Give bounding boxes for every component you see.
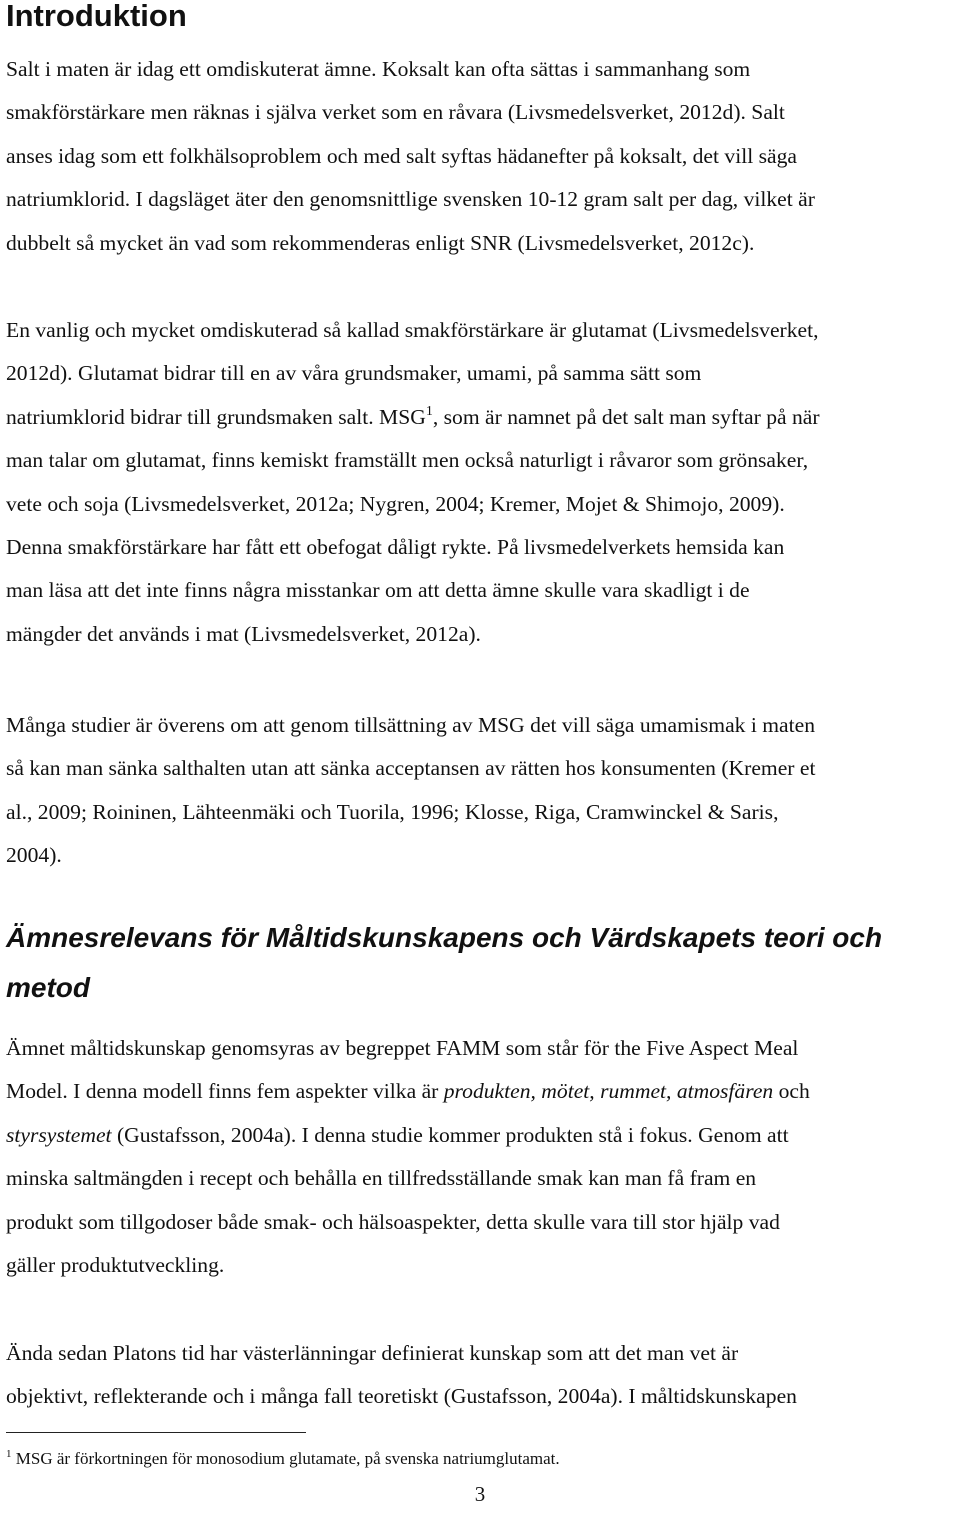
intro-paragraph-3: [6, 704, 815, 878]
italic-terms: produkten, mötet, rummet, atmosfären: [443, 1079, 774, 1104]
text-line: Denna smakförstärkare har fått ett obefogat dåligt rykte. På livsmedelverkets hemsida kan: [6, 535, 785, 560]
page-number: 3: [474, 1482, 486, 1506]
text-line: anses idag som ett folkhälsoproblem och med salt syftas hädanefter på koksalt, det vill säga: [6, 143, 797, 168]
text-line: vete och soja (Livsmedelsverket, 2012a; Nygren, 2004; Kremer, Mojet & Shimojo, 2009).: [6, 491, 785, 516]
footnote-reference[interactable]: 1: [425, 403, 433, 419]
text-line: Model. I denna modell finns fem aspekter vilka är: [6, 1079, 444, 1104]
heading-line: metod: [6, 972, 90, 1003]
text-line: man talar om glutamat, finns kemiskt framställt men också naturligt i råvaror som grönsaker,: [6, 448, 809, 473]
text-line: och: [773, 1079, 810, 1104]
relevance-paragraph-2: [6, 1332, 797, 1419]
text-line: 2004).: [6, 843, 62, 868]
heading-introduction: Introduktion: [6, 0, 187, 33]
text-line: , som är namnet på det salt man syftar på när: [432, 404, 820, 429]
footnote-separator: [6, 1432, 306, 1433]
relevance-paragraph-1: [6, 1027, 810, 1287]
text-line: dubbelt så mycket än vad som rekommenderas enligt SNR (Livsmedelsverket, 2012c).: [6, 230, 755, 255]
text-line: al., 2009; Roininen, Lähteenmäki och Tuorila, 1996; Klosse, Riga, Cramwinckel & Saris,: [6, 799, 779, 824]
text-line: Salt i maten är idag ett omdiskuterat ämne. Koksalt kan ofta sättas i sammanhang som: [6, 57, 751, 81]
text-line: objektivt, reflekterande och i många fall teoretiskt (Gustafsson, 2004a). I måltidskunskapen: [6, 1384, 797, 1409]
text-line: En vanlig och mycket omdiskuterad så kallad smakförstärkare är glutamat (Livsmedelsverket,: [6, 318, 819, 342]
footnote: [6, 1448, 560, 1470]
text-line: smakförstärkare men räknas i själva verket som en råvara (Livsmedelsverket, 2012d). Salt: [6, 100, 785, 125]
italic-term: styrsystemet: [6, 1122, 112, 1147]
text-line: så kan man sänka salthalten utan att sänka acceptansen av rätten hos konsumenten (Kremer et: [6, 756, 816, 781]
text-line: man läsa att det inte finns några misstankar om att detta ämne skulle vara skadligt i de: [6, 578, 750, 603]
text-line: natriumklorid bidrar till grundsmaken salt. MSG: [6, 404, 426, 429]
intro-paragraph-1: [6, 48, 815, 265]
text-line: Ända sedan Platons tid har västerlänningar definierat kunskap som att det man vet är: [6, 1341, 739, 1365]
heading-line: Ämnesrelevans för Måltidskunskapens och Värdskapets teori och: [6, 922, 883, 953]
text-line: natriumklorid. I dagsläget äter den genomsnittlige svensken 10-12 gram salt per dag, vilket är: [6, 187, 815, 212]
text-line: 2012d). Glutamat bidrar till en av våra grundsmaker, umami, på samma sätt som: [6, 361, 702, 386]
heading-subject-relevance: [6, 913, 882, 1013]
text-line: Ämnet måltidskunskap genomsyras av begreppet FAMM som står för the Five Aspect Meal: [6, 1036, 799, 1060]
text-line: Många studier är överens om att genom tillsättning av MSG det vill säga umamismak i maten: [6, 713, 816, 737]
text-line: minska saltmängden i recept och behålla en tillfredsställande smak kan man få fram en: [6, 1166, 757, 1191]
text-line: (Gustafsson, 2004a). I denna studie kommer produkten stå i fokus. Genom att: [111, 1122, 789, 1147]
text-line: mängder det används i mat (Livsmedelsverket, 2012a).: [6, 621, 481, 646]
footnote-marker: 1: [6, 1448, 12, 1460]
text-line: gäller produktutveckling.: [6, 1253, 225, 1278]
footnote-text: MSG är förkortningen för monosodium glutamate, på svenska natriumglutamat.: [11, 1449, 560, 1468]
text-line: produkt som tillgodoser både smak- och hälsoaspekter, detta skulle vara till stor hjälp vad: [6, 1209, 780, 1234]
intro-paragraph-2: [6, 309, 820, 656]
